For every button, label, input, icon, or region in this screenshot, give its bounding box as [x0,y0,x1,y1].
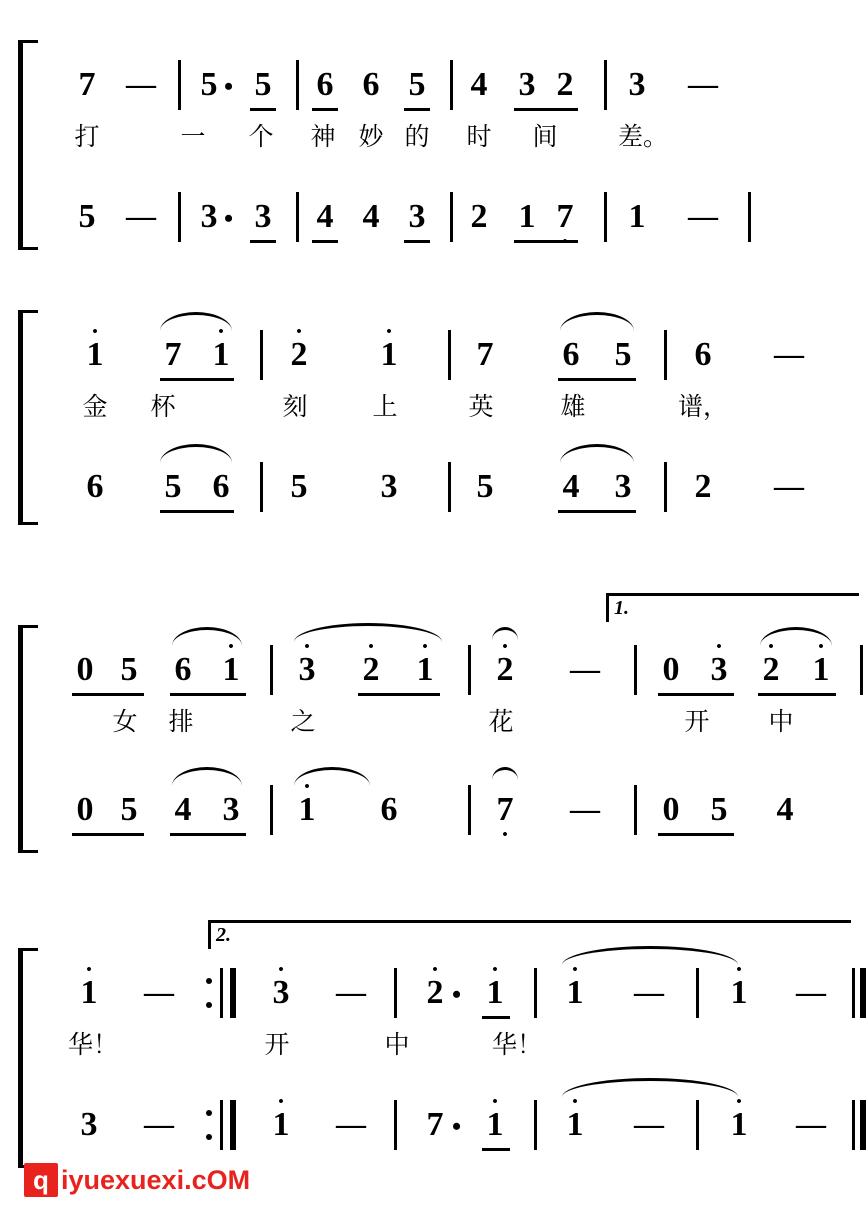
barline [394,968,397,1018]
lyric: 上 [372,394,398,421]
note: — [336,976,366,1009]
lyric: 花 [488,709,514,736]
beam [558,378,636,381]
barline-thick [230,1100,236,1150]
note: 0 [662,791,680,828]
lyric: 个 [248,124,274,151]
barline [220,1100,223,1150]
system-brace [18,625,38,853]
note: 7 • [554,200,576,234]
beam [658,833,734,836]
note: 5 [120,651,138,688]
note: — [688,200,718,233]
augmentation-dot: • [452,1112,462,1141]
barline [852,1100,855,1150]
lyric: 间 [532,124,558,151]
barline [260,330,263,380]
barline [664,462,667,512]
upper-voice-2 [48,338,850,398]
note: 5 [290,468,308,505]
lyric: 英 [468,394,494,421]
barline [448,330,451,380]
note: • 1 [220,653,242,687]
lower-voice-1 [48,200,850,260]
barline [634,645,637,695]
note: — [336,1108,366,1141]
note: — [774,470,804,503]
barline [634,785,637,835]
beam [72,693,144,696]
note: • 1 [810,653,832,687]
note: 0 [662,651,680,688]
beam [72,833,144,836]
lyric: 排 [168,709,194,736]
fermata-icon [492,767,518,780]
note: 4 [316,198,334,235]
barline [664,330,667,380]
beam [358,693,440,696]
lyric: 时 [466,124,492,151]
note: • 3 [708,653,730,687]
note: 7 • [494,793,516,827]
lyric: 打 [74,124,100,151]
note: — [688,68,718,101]
lyric: 开 [684,709,710,736]
barline [394,1100,397,1150]
repeat-dot [206,1134,212,1140]
barline [450,192,453,242]
note: 4 [470,66,488,103]
note: — [796,1108,826,1141]
note: 3 [222,791,240,828]
note: 6 [380,791,398,828]
note: 5 [710,791,728,828]
note: 3 [254,198,272,235]
note: 3 [408,198,426,235]
barline-final [860,1100,866,1150]
note: 3 [200,198,218,235]
barline-final [860,968,866,1018]
beam [482,1016,510,1019]
note: • 2 [424,976,446,1010]
note: 5 [408,66,426,103]
note: 2 [470,198,488,235]
note: • 1 [728,976,750,1010]
note: — [126,200,156,233]
barline [296,60,299,110]
note: • 3 [270,976,292,1010]
note: • 2 [288,338,310,372]
lyric: 之 [290,709,316,736]
barline [534,1100,537,1150]
note: • 1 [296,793,318,827]
lyric: 的 [404,124,430,151]
slur [562,1078,738,1097]
note: 5 [476,468,494,505]
lyric: 开 [264,1032,290,1059]
note: • 2 [494,653,516,687]
augmentation-dot: • [224,72,234,101]
note: • 1 [484,976,506,1010]
note: • 1 [564,1108,586,1142]
note: 4 [362,198,380,235]
lyric: 杯 [150,394,176,421]
note: • 1 [270,1108,292,1142]
note: 2 [556,66,574,103]
lower-voice-3 [48,793,850,853]
note: • 1 [564,976,586,1010]
repeat-dot [206,1110,212,1116]
note: 7 [426,1106,444,1143]
barline [260,462,263,512]
note: 5 [164,468,182,505]
note: — [634,976,664,1009]
barline [270,645,273,695]
lyric: 谱， [678,394,729,421]
barline [604,60,607,110]
barline [448,462,451,512]
barline [296,192,299,242]
augmentation-dot: • [452,980,462,1009]
beam [658,693,734,696]
beam [160,510,234,513]
note: — [570,653,600,686]
note: 3 [628,66,646,103]
music-system-3 [18,597,850,853]
beam [170,833,246,836]
slur [160,444,232,463]
barline [696,968,699,1018]
note: 6 [174,651,192,688]
note: 3 [614,468,632,505]
note: 6 [212,468,230,505]
note: 4 [174,791,192,828]
slur [172,767,242,786]
note: • 1 [78,976,100,1010]
lyric: 刻 [282,394,308,421]
barline [220,968,223,1018]
note: — [796,976,826,1009]
note: 4 [776,791,794,828]
note: — [144,1108,174,1141]
beam [312,240,338,243]
note: 6 [86,468,104,505]
note: — [634,1108,664,1141]
barline [468,785,471,835]
upper-voice-3 [48,653,850,713]
barline [604,192,607,242]
note: 5 [78,198,96,235]
note: 7 [78,66,96,103]
note: 7 [476,336,494,373]
note: • 2 [360,653,382,687]
note: 6 [316,66,334,103]
system-brace [18,948,38,1168]
watermark-badge: q [24,1163,58,1197]
note: • 1 [210,338,232,372]
note: 6 [562,336,580,373]
lyric: 华！ [492,1032,543,1059]
note: 6 [694,336,712,373]
note: — [570,793,600,826]
note: 2 [694,468,712,505]
beam [558,510,636,513]
note: 5 [614,336,632,373]
lyric: 雄 [560,394,586,421]
note: 6 [362,66,380,103]
volta-label: 2. [216,924,231,946]
note: • 1 [484,1108,506,1142]
note: • 2 [760,653,782,687]
upper-voice-4 [48,976,850,1036]
note: • 1 [414,653,436,687]
note: 3 [380,468,398,505]
barline [178,192,181,242]
note: 3 [80,1106,98,1143]
repeat-dot [206,1002,212,1008]
site-watermark [24,1163,250,1197]
note: 1 [518,198,536,235]
volta-bracket-2 [208,920,851,949]
note: 4 [562,468,580,505]
beam [170,693,246,696]
lyric: 金 [82,394,108,421]
beam [404,240,430,243]
lyric: 一 [180,124,206,151]
beam [758,693,836,696]
volta-label: 1. [614,597,629,619]
note: 1 [628,198,646,235]
lower-voice-4 [48,1108,850,1168]
augmentation-dot: • [224,204,234,233]
barline [178,60,181,110]
lyric: 女 [112,709,138,736]
barline-thick [230,968,236,1018]
beam [482,1148,510,1151]
lyric: 中 [768,709,794,736]
note: • 1 [378,338,400,372]
upper-voice-1 [48,68,850,128]
lyric: 神 [310,124,336,151]
barline [468,645,471,695]
lyric: 中 [384,1032,410,1059]
note: 0 [76,791,94,828]
slur [560,444,634,463]
lyric: 妙 [358,124,384,151]
beam [160,378,234,381]
barline [860,645,863,695]
repeat-dot [206,978,212,984]
note: • 1 [84,338,106,372]
beam [514,108,578,111]
note: 3 [518,66,536,103]
note: • 3 [296,653,318,687]
music-system-1 [18,40,850,250]
system-brace [18,310,38,525]
note: 5 [120,791,138,828]
beam [312,108,338,111]
lyric: 华！ [68,1032,119,1059]
beam [514,240,578,243]
note: — [126,68,156,101]
watermark-text: iyuexuexi.cOM [61,1164,251,1195]
slur [560,312,634,331]
note: • 1 [728,1108,750,1142]
note: 7 [164,336,182,373]
note: 5 [254,66,272,103]
volta-bracket-1 [606,593,859,622]
note: 0 [76,651,94,688]
barline [450,60,453,110]
beam [250,108,276,111]
barline [534,968,537,1018]
lower-voice-2 [48,470,850,530]
barline [696,1100,699,1150]
note: 5 [200,66,218,103]
barline [852,968,855,1018]
system-brace [18,40,38,250]
music-system-4 [18,924,850,1168]
beam [404,108,430,111]
beam [250,240,276,243]
note: — [774,338,804,371]
lyric: 差。 [618,124,669,151]
note: — [144,976,174,1009]
barline [748,192,751,242]
music-system-2 [18,310,850,525]
barline [270,785,273,835]
